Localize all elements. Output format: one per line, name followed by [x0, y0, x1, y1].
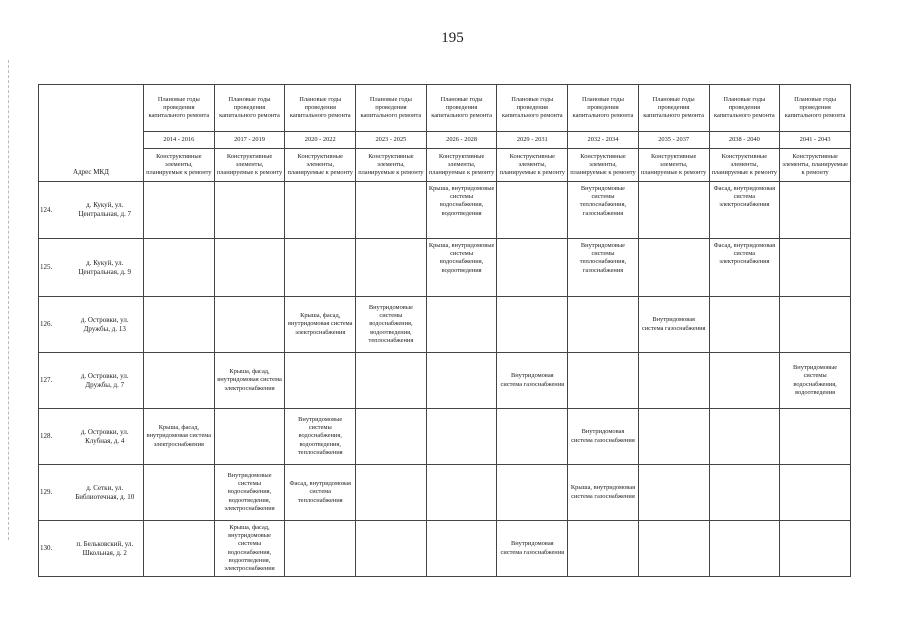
- repair-elements-cell: Крыша, фасад, внутридомовые системы водоснабжения, водоотведения, электроснабжения: [214, 521, 285, 577]
- elements-header: Конструктивные элементы, планируемые к ремонту: [356, 149, 427, 182]
- repair-elements-cell: [356, 353, 427, 409]
- repair-elements-cell: [285, 239, 356, 297]
- repair-elements-cell: Крыша, фасад, внутридомовая система электроснабжения: [144, 409, 215, 465]
- repair-elements-cell: [638, 465, 709, 521]
- repair-elements-cell: [709, 353, 780, 409]
- header-row-plan: [39, 85, 851, 132]
- header-row-elements: [39, 149, 851, 182]
- repair-elements-cell: Фасад, внутридомовая система электроснабжения: [709, 182, 780, 239]
- plan-years-header: Плановые годы проведения капитального ремонта: [214, 85, 285, 132]
- period-header: 2014 - 2016: [144, 132, 215, 149]
- row-number: 126.: [39, 297, 67, 353]
- repair-elements-cell: Внутридомовая система газоснабжения: [497, 353, 568, 409]
- row-number: 125.: [39, 239, 67, 297]
- binding-margin-line: [8, 60, 9, 540]
- period-header: 2029 - 2031: [497, 132, 568, 149]
- capital-repair-schedule-table: [38, 84, 851, 577]
- table-row: [39, 409, 851, 465]
- repair-elements-cell: [426, 465, 497, 521]
- repair-elements-cell: [356, 521, 427, 577]
- repair-elements-cell: [426, 353, 497, 409]
- repair-elements-cell: Внутридомовые системы водоснабжения, водоотведения, теплоснабжения: [356, 297, 427, 353]
- repair-elements-cell: [638, 182, 709, 239]
- plan-years-header: Плановые годы проведения капитального ремонта: [709, 85, 780, 132]
- repair-elements-cell: [497, 297, 568, 353]
- elements-header: Конструктивные элементы, планируемые к ремонту: [285, 149, 356, 182]
- repair-elements-cell: [214, 297, 285, 353]
- repair-elements-cell: [426, 521, 497, 577]
- row-number: 130.: [39, 521, 67, 577]
- house-address: д. Островки, ул. Дружбы, д. 13: [67, 297, 144, 353]
- repair-elements-cell: Внутридомовые системы водоснабжения, водоотведения, теплоснабжения: [285, 409, 356, 465]
- house-address: д. Кукуй, ул. Центральная, д. 7: [67, 182, 144, 239]
- plan-years-header: Плановые годы проведения капитального ремонта: [780, 85, 851, 132]
- repair-elements-cell: [638, 521, 709, 577]
- house-address: п. Бельковский, ул. Школьная, д. 2: [67, 521, 144, 577]
- repair-elements-cell: Внутридомовая система газоснабжения: [568, 409, 639, 465]
- plan-years-header: Плановые годы проведения капитального ремонта: [426, 85, 497, 132]
- repair-elements-cell: Крыша, внутридомовые системы водоснабжения, водоотведения: [426, 239, 497, 297]
- repair-elements-cell: [356, 182, 427, 239]
- repair-elements-cell: [285, 353, 356, 409]
- repair-elements-cell: [144, 353, 215, 409]
- period-header: 2026 - 2028: [426, 132, 497, 149]
- repair-elements-cell: Крыша, фасад, внутридомовая система электроснабжения: [214, 353, 285, 409]
- repair-elements-cell: [780, 297, 851, 353]
- row-number: 127.: [39, 353, 67, 409]
- repair-elements-cell: Внутридомовые системы теплоснабжения, газоснабжения: [568, 182, 639, 239]
- table-row: [39, 239, 851, 297]
- elements-header: Конструктивные элементы, планируемые к ремонту: [568, 149, 639, 182]
- table-row: [39, 182, 851, 239]
- house-address: д. Островки, ул. Дружбы, д. 7: [67, 353, 144, 409]
- repair-elements-cell: Внутридомовые системы водоснабжения, водоотведения: [780, 353, 851, 409]
- house-address: д. Островки, ул. Клубная, д. 4: [67, 409, 144, 465]
- table-row: [39, 297, 851, 353]
- plan-years-header: Плановые годы проведения капитального ремонта: [497, 85, 568, 132]
- repair-elements-cell: [497, 465, 568, 521]
- elements-header: Конструктивные элементы, планируемые к ремонту: [709, 149, 780, 182]
- repair-elements-cell: [426, 409, 497, 465]
- period-header: 2032 - 2034: [568, 132, 639, 149]
- repair-elements-cell: [709, 521, 780, 577]
- row-number: 128.: [39, 409, 67, 465]
- repair-elements-cell: [638, 239, 709, 297]
- repair-elements-cell: [638, 353, 709, 409]
- repair-elements-cell: [144, 297, 215, 353]
- repair-elements-cell: [144, 521, 215, 577]
- repair-elements-cell: [144, 239, 215, 297]
- repair-elements-cell: [709, 409, 780, 465]
- repair-elements-cell: [780, 521, 851, 577]
- repair-elements-cell: [780, 465, 851, 521]
- elements-header: Конструктивные элементы, планируемые к ремонту: [780, 149, 851, 182]
- repair-elements-cell: [214, 409, 285, 465]
- period-header: 2035 - 2037: [638, 132, 709, 149]
- period-header: 2020 - 2022: [285, 132, 356, 149]
- repair-elements-cell: [568, 297, 639, 353]
- elements-header: Конструктивные элементы, планируемые к ремонту: [214, 149, 285, 182]
- repair-elements-cell: [356, 409, 427, 465]
- repair-elements-cell: [638, 409, 709, 465]
- repair-elements-cell: [780, 409, 851, 465]
- plan-years-header: Плановые годы проведения капитального ремонта: [285, 85, 356, 132]
- repair-elements-cell: Внутридомовые системы водоснабжения, водоотведения, электроснабжения: [214, 465, 285, 521]
- elements-header: Конструктивные элементы, планируемые к ремонту: [497, 149, 568, 182]
- period-header: 2017 - 2019: [214, 132, 285, 149]
- elements-header: Конструктивные элементы, планируемые к ремонту: [638, 149, 709, 182]
- schedule-body: [39, 85, 851, 577]
- elements-header: Конструктивные элементы, планируемые к ремонту: [144, 149, 215, 182]
- plan-years-header: Плановые годы проведения капитального ремонта: [144, 85, 215, 132]
- repair-elements-cell: Внутридомовая система газоснабжения: [638, 297, 709, 353]
- repair-elements-cell: [780, 239, 851, 297]
- repair-elements-cell: [780, 182, 851, 239]
- period-header: 2023 - 2025: [356, 132, 427, 149]
- repair-elements-cell: [356, 239, 427, 297]
- house-address: д. Сетки, ул. Библиотечная, д. 10: [67, 465, 144, 521]
- repair-elements-cell: [426, 297, 497, 353]
- repair-elements-cell: Внутридомовые системы теплоснабжения, газоснабжения: [568, 239, 639, 297]
- table-row: [39, 353, 851, 409]
- repair-elements-cell: Крыша, внутридомовые системы водоснабжения, водоотведения: [426, 182, 497, 239]
- repair-elements-cell: Фасад, внутридомовая система теплоснабжения: [285, 465, 356, 521]
- repair-elements-cell: [568, 521, 639, 577]
- period-header: 2038 - 2040: [709, 132, 780, 149]
- repair-elements-cell: [709, 465, 780, 521]
- page-number: 195: [441, 30, 464, 46]
- table-row: [39, 465, 851, 521]
- row-number: 124.: [39, 182, 67, 239]
- repair-elements-cell: [285, 521, 356, 577]
- plan-years-header: Плановые годы проведения капитального ремонта: [638, 85, 709, 132]
- repair-elements-cell: [356, 465, 427, 521]
- plan-years-header: Плановые годы проведения капитального ремонта: [356, 85, 427, 132]
- period-header: 2041 - 2043: [780, 132, 851, 149]
- plan-years-header: Плановые годы проведения капитального ремонта: [568, 85, 639, 132]
- header-row-periods: [39, 132, 851, 149]
- repair-elements-cell: [214, 239, 285, 297]
- row-number: 129.: [39, 465, 67, 521]
- repair-elements-cell: [285, 182, 356, 239]
- repair-elements-cell: [497, 182, 568, 239]
- repair-elements-cell: [568, 353, 639, 409]
- repair-elements-cell: Крыша, фасад, внутридомовая система электроснабжения: [285, 297, 356, 353]
- repair-elements-cell: Фасад, внутридомовая система электроснабжения: [709, 239, 780, 297]
- repair-elements-cell: [709, 297, 780, 353]
- repair-elements-cell: [214, 182, 285, 239]
- repair-elements-cell: [144, 182, 215, 239]
- address-header: Адрес МКД: [39, 85, 144, 182]
- repair-elements-cell: Внутридомовая система газоснабжения: [497, 521, 568, 577]
- repair-elements-cell: Крыша, внутридомовая система газоснабжения: [568, 465, 639, 521]
- table-row: [39, 521, 851, 577]
- elements-header: Конструктивные элементы, планируемые к ремонту: [426, 149, 497, 182]
- house-address: д. Кукуй, ул. Центральная, д. 9: [67, 239, 144, 297]
- repair-elements-cell: [497, 239, 568, 297]
- repair-elements-cell: [497, 409, 568, 465]
- repair-elements-cell: [144, 465, 215, 521]
